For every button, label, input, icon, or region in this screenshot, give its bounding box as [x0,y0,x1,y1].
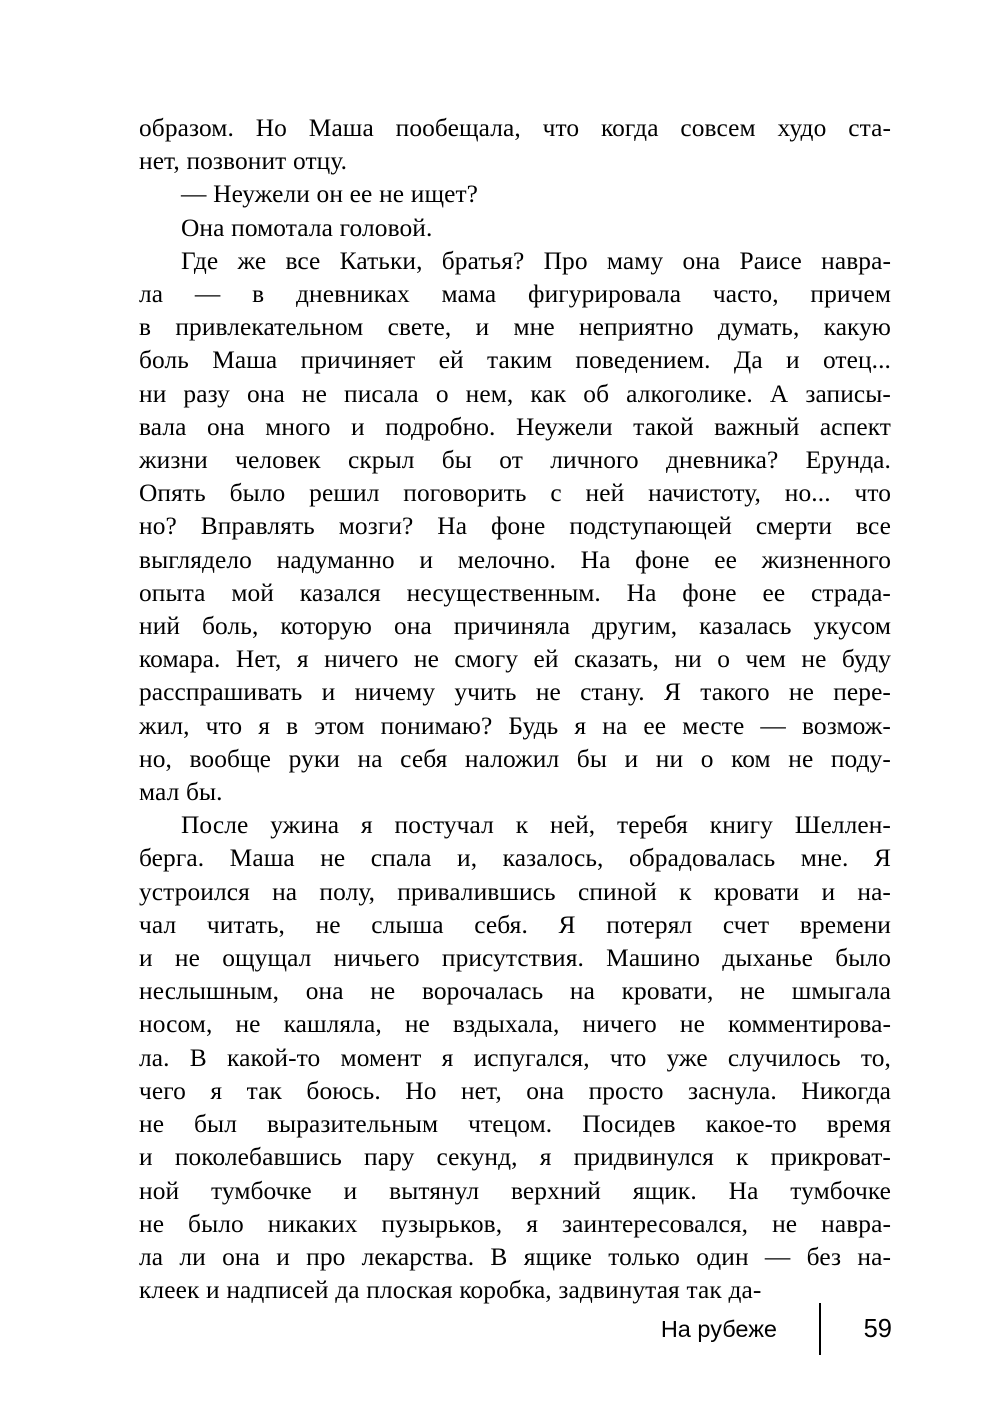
text-line: расспрашивать и ничему учить не стану. Я такого не пере- [139,678,891,707]
text-line: берга. Маша не спала и, казалось, обрадовалась мне. Я [139,844,891,873]
running-head: На рубеже [660,1316,777,1342]
text-line: клеек и надписей да плоская коробка, задвинутая так да- [139,1276,762,1305]
paragraph [139,112,891,178]
page-body-text [139,112,891,1307]
text-line: чего я так боюсь. Но нет, она просто заснула. Никогда [139,1076,891,1105]
text-line: ла — в дневниках мама фигурировала часто, причем [139,280,891,309]
text-line: Где же все Катьки, братья? Про маму она Раисе навра- [181,246,891,275]
text-line: Она помотала головой. [181,213,433,242]
paragraph [139,245,891,809]
text-line: но, вообще руки на себя наложил бы и ни о ком не поду- [139,744,891,773]
text-line: чал читать, не слыша себя. Я потерял счет времени [139,910,891,939]
text-line: носом, не кашляла, не вздыхала, ничего не комментирова- [139,1010,891,1039]
text-line: и не ощущал ничьего присутствия. Машино дыханье было [139,944,891,973]
text-line: опыта мой казался несущественным. На фоне ее страда- [139,578,891,607]
footer-inner [661,1303,892,1355]
text-line: выглядело надуманно и мелочно. На фоне ее жизненного [139,545,891,574]
text-line: не было никаких пузырьков, я заинтересовался, не навра- [139,1209,891,1238]
text-line: После ужина я постучал к ней, теребя книгу Шеллен- [181,811,891,840]
text-line: жизни человек скрыл бы от личного дневника? Ерунда. [139,446,891,475]
paragraph [139,212,891,245]
text-line: и поколебавшись пару секунд, я придвинулся к прикроват- [139,1143,891,1172]
page-number: 59 [863,1315,892,1343]
footer-divider-rule [819,1303,821,1355]
text-line: — Неужели он ее не ищет? [181,180,479,209]
paragraph [139,178,891,211]
text-line: мал бы. [139,778,223,807]
text-line: образом. Но Маша пообещала, что когда совсем худо ста- [139,114,891,142]
text-line: ний боль, которую она причиняла другим, казалась укусом [139,612,891,641]
text-line: ла ли она и про лекарства. В ящике только один — без на- [139,1242,891,1271]
text-line: в привлекательном свете, и мне неприятно думать, какую [139,313,891,342]
text-line: Опять было решил поговорить с ней начистоту, но... что [139,479,891,508]
text-line: ла. В какой-то момент я испугался, что уже случилось то, [139,1043,891,1072]
text-line: ной тумбочке и вытянул верхний ящик. На тумбочке [139,1176,891,1205]
text-line: устроился на полу, привалившись спиной к кровати и на- [139,877,891,906]
text-line: жил, что я в этом понимаю? Будь я на ее месте — возмож- [139,711,891,740]
text-line: но? Вправлять мозги? На фоне подступающей смерти все [139,512,891,541]
text-line: ни разу она не писала о нем, как об алкоголике. А записы- [139,379,891,408]
paragraph [139,809,891,1307]
text-line: вала она много и подробно. Неужели такой важный аспект [139,412,891,441]
text-line: неслышным, она не ворочалась на кровати, не шмыгала [139,977,891,1006]
text-line: комара. Нет, я ничего не смогу ей сказать, ни о чем не буду [139,645,891,674]
text-line: нет, позвонит отцу. [139,147,348,176]
page-footer [0,1303,1005,1363]
text-line: не был выразительным чтецом. Посидев какое-то время [139,1110,891,1139]
text-line: боль Маша причиняет ей таким поведением. Да и отец... [139,346,891,375]
